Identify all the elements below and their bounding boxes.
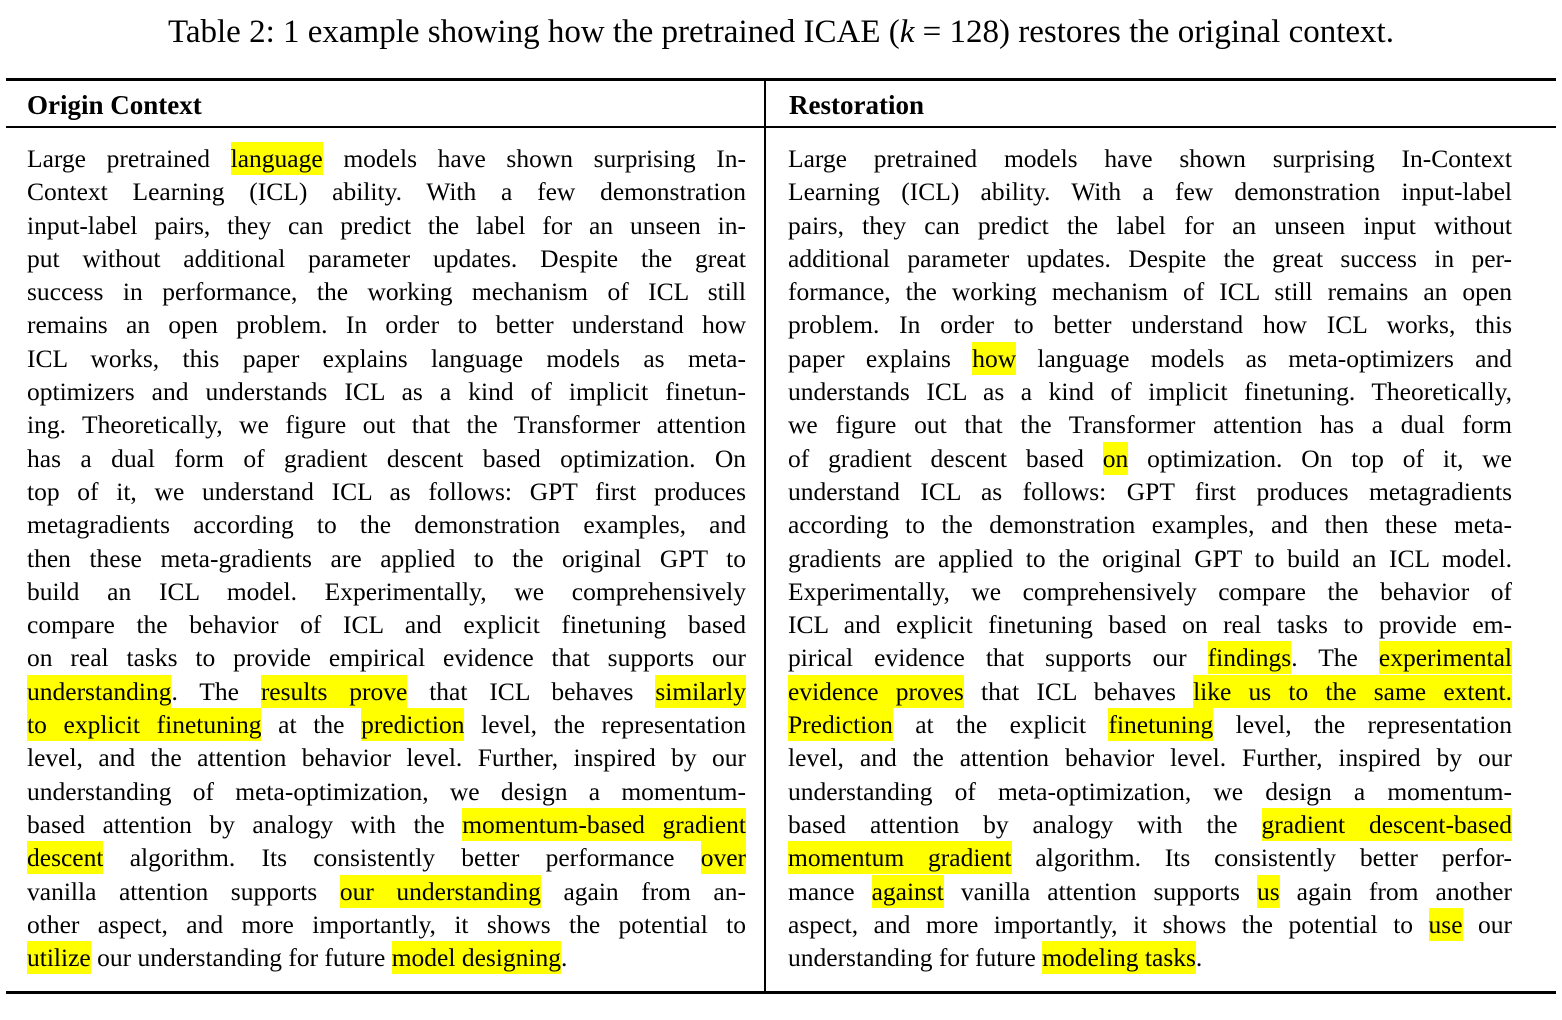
text-segment: . The xyxy=(171,676,261,706)
column-divider xyxy=(764,78,766,994)
text-line xyxy=(788,575,1512,608)
highlighted-text: similarly xyxy=(655,676,746,706)
caption-suffix: = 128) restores the original context. xyxy=(914,14,1394,50)
text-line xyxy=(788,175,1512,208)
highlighted-text: modeling tasks xyxy=(1042,943,1196,973)
text-line xyxy=(27,442,746,475)
text-line xyxy=(27,342,746,375)
text-segment: success in performance, the working mechanism of ICL still xyxy=(27,277,746,307)
text-segment: algorithm. Its consistently better perfor- xyxy=(1011,843,1512,873)
text-line xyxy=(788,475,1512,508)
text-segment: at the xyxy=(261,710,362,740)
highlighted-text: experimental xyxy=(1378,643,1512,673)
text-line xyxy=(27,908,746,941)
text-line xyxy=(788,209,1512,242)
text-segment: Learning (ICL) ability. With a few demonstration input-label xyxy=(788,177,1512,207)
text-line xyxy=(27,209,746,242)
highlighted-text: utilize xyxy=(27,943,91,973)
text-segment: vanilla attention supports xyxy=(27,876,340,906)
highlighted-text: Prediction xyxy=(788,710,893,740)
highlighted-text: descent xyxy=(27,843,104,873)
text-segment: we figure out that the Transformer attention has a dual form xyxy=(788,410,1512,440)
text-segment: understanding for future xyxy=(788,943,1043,973)
highlighted-text: model designing xyxy=(391,943,561,973)
text-segment: pairs, they can predict the label for an unseen input without xyxy=(788,210,1512,240)
text-segment: our xyxy=(1462,909,1512,939)
text-line xyxy=(788,442,1512,475)
text-segment: top of it, we understand ICL as follows: GPT first produces xyxy=(27,476,746,506)
highlighted-text: findings xyxy=(1207,643,1292,673)
text-line xyxy=(27,408,746,441)
highlighted-text: our understanding xyxy=(339,876,541,906)
text-segment: that ICL behaves xyxy=(963,676,1194,706)
text-line xyxy=(788,242,1512,275)
text-segment: aspect, and more importantly, it shows the potential to xyxy=(788,909,1429,939)
text-segment: then these meta-gradients are applied to the original GPT to xyxy=(27,543,746,573)
text-segment: Experimentally, we comprehensively compare the behavior of xyxy=(788,576,1512,606)
text-line xyxy=(27,675,746,708)
text-line xyxy=(27,741,746,774)
text-segment: Large pretrained models have shown surprising In-Context xyxy=(788,144,1512,173)
text-line xyxy=(788,808,1512,841)
text-segment: at the explicit xyxy=(892,710,1109,740)
text-line xyxy=(27,808,746,841)
caption-math-k: k xyxy=(899,14,915,50)
text-line xyxy=(788,275,1512,308)
text-line xyxy=(788,875,1512,908)
text-segment: level, the representation xyxy=(1213,710,1512,740)
text-segment: . xyxy=(1195,943,1203,973)
text-segment: language models as meta-optimizers and xyxy=(1016,343,1512,373)
text-line xyxy=(27,308,746,341)
text-line xyxy=(788,775,1512,808)
text-line xyxy=(788,408,1512,441)
text-segment: of gradient descent based xyxy=(788,443,1103,473)
text-segment: Large pretrained xyxy=(27,144,231,173)
column-header-restoration: Restoration xyxy=(789,90,924,120)
text-segment: input-label pairs, they can predict the label for an unseen in- xyxy=(27,210,746,240)
highlighted-text: language xyxy=(230,144,323,173)
text-segment: pirical evidence that supports our xyxy=(788,643,1208,673)
highlighted-text: to explicit finetuning xyxy=(27,710,262,740)
highlighted-text: over xyxy=(700,843,746,873)
text-segment: again from another xyxy=(1279,876,1512,906)
text-segment: metagradients according to the demonstration examples, and xyxy=(27,510,746,540)
text-segment: understands ICL as a kind of implicit finetuning. Theoretically, xyxy=(788,377,1512,407)
highlighted-text: results prove xyxy=(260,676,408,706)
text-segment: algorithm. Its consistently better performance xyxy=(103,843,701,873)
origin-context-cell xyxy=(27,142,746,987)
text-segment: based attention by analogy with the xyxy=(788,809,1262,839)
table-top-rule xyxy=(6,78,1556,81)
column-header-origin-context: Origin Context xyxy=(27,90,202,120)
text-line xyxy=(788,342,1512,375)
text-segment: additional parameter updates. Despite the great success in per- xyxy=(788,243,1512,273)
text-line xyxy=(27,175,746,208)
text-line xyxy=(788,941,1512,974)
text-segment: . The xyxy=(1291,643,1379,673)
text-segment: our understanding for future xyxy=(90,943,392,973)
text-line xyxy=(27,508,746,541)
highlighted-text: how xyxy=(972,343,1017,373)
highlighted-text: use xyxy=(1428,909,1463,939)
text-segment: problem. In order to better understand how ICL works, this xyxy=(788,310,1512,340)
text-segment: understanding of meta-optimization, we design a momentum- xyxy=(27,776,746,806)
text-line xyxy=(27,575,746,608)
text-segment: again from an- xyxy=(540,876,746,906)
text-line xyxy=(27,375,746,408)
text-segment: optimization. On top of it, we xyxy=(1128,443,1512,473)
text-line xyxy=(27,275,746,308)
text-segment: ing. Theoretically, we figure out that the Transformer attention xyxy=(27,410,746,440)
text-segment: level, and the attention behavior level. Further, inspired by our xyxy=(788,743,1512,773)
text-line xyxy=(27,941,746,974)
text-line xyxy=(27,875,746,908)
text-line xyxy=(788,741,1512,774)
text-segment: mance xyxy=(788,876,872,906)
text-line xyxy=(27,841,746,874)
text-segment: formance, the working mechanism of ICL still remains an open xyxy=(788,277,1512,307)
highlighted-text: finetuning xyxy=(1108,710,1214,740)
text-segment: ICL and explicit finetuning based on real tasks to provide em- xyxy=(788,610,1512,640)
text-line xyxy=(788,641,1512,674)
text-line xyxy=(27,708,746,741)
table-bottom-rule xyxy=(6,991,1556,994)
highlighted-text: against xyxy=(871,876,944,906)
text-segment: understand ICL as follows: GPT first produces metagradients xyxy=(788,476,1512,506)
text-segment: on real tasks to provide empirical evidence that supports our xyxy=(27,643,746,673)
highlighted-text: momentum-based gradient xyxy=(462,809,746,839)
text-segment: build an ICL model. Experimentally, we comprehensively xyxy=(27,576,746,606)
table-caption xyxy=(0,10,1562,54)
highlighted-text: like us to the same extent. xyxy=(1193,676,1512,706)
text-segment: level, and the attention behavior level. Further, inspired by our xyxy=(27,743,746,773)
text-line xyxy=(788,908,1512,941)
text-segment: Context Learning (ICL) ability. With a few demonstration xyxy=(27,177,746,207)
text-line xyxy=(27,542,746,575)
text-segment: level, the representation xyxy=(464,710,746,740)
text-segment: ICL works, this paper explains language models as meta- xyxy=(27,343,746,373)
text-line xyxy=(788,142,1512,175)
text-segment: paper explains xyxy=(788,343,973,373)
text-line xyxy=(27,475,746,508)
text-line xyxy=(27,641,746,674)
text-line xyxy=(27,775,746,808)
text-line xyxy=(788,308,1512,341)
highlighted-text: evidence proves xyxy=(788,676,964,706)
text-line xyxy=(788,375,1512,408)
text-segment: has a dual form of gradient descent based optimization. On xyxy=(27,443,746,473)
text-line xyxy=(788,508,1512,541)
text-segment: vanilla attention supports xyxy=(943,876,1257,906)
text-line xyxy=(788,542,1512,575)
text-segment: . xyxy=(560,943,568,973)
text-segment: compare the behavior of ICL and explicit finetuning based xyxy=(27,610,746,640)
highlighted-text: us xyxy=(1256,876,1280,906)
text-line xyxy=(27,608,746,641)
highlighted-text: prediction xyxy=(361,710,465,740)
highlighted-text: on xyxy=(1102,443,1129,473)
text-line xyxy=(27,242,746,275)
text-segment: models have shown surprising In- xyxy=(322,144,746,173)
text-segment: understanding of meta-optimization, we design a momentum- xyxy=(788,776,1512,806)
highlighted-text: momentum gradient xyxy=(788,843,1012,873)
text-segment: based attention by analogy with the xyxy=(27,809,463,839)
text-segment: remains an open problem. In order to better understand how xyxy=(27,310,746,340)
table-header-rule xyxy=(6,126,1556,128)
text-segment: that ICL behaves xyxy=(407,676,656,706)
text-segment: put without additional parameter updates. Despite the great xyxy=(27,243,746,273)
restoration-cell xyxy=(788,142,1512,987)
caption-prefix: Table 2: 1 example showing how the pretrained ICAE ( xyxy=(168,14,900,50)
text-line xyxy=(788,675,1512,708)
text-segment: according to the demonstration examples, and then these meta- xyxy=(788,510,1512,540)
highlighted-text: understanding xyxy=(27,676,172,706)
text-line xyxy=(27,142,746,175)
text-line xyxy=(788,708,1512,741)
text-line xyxy=(788,841,1512,874)
highlighted-text: gradient descent-based xyxy=(1261,809,1512,839)
text-segment: optimizers and understands ICL as a kind of implicit finetun- xyxy=(27,377,746,407)
text-line xyxy=(788,608,1512,641)
text-segment: gradients are applied to the original GPT to build an ICL model. xyxy=(788,543,1512,573)
text-segment: other aspect, and more importantly, it shows the potential to xyxy=(27,909,746,939)
